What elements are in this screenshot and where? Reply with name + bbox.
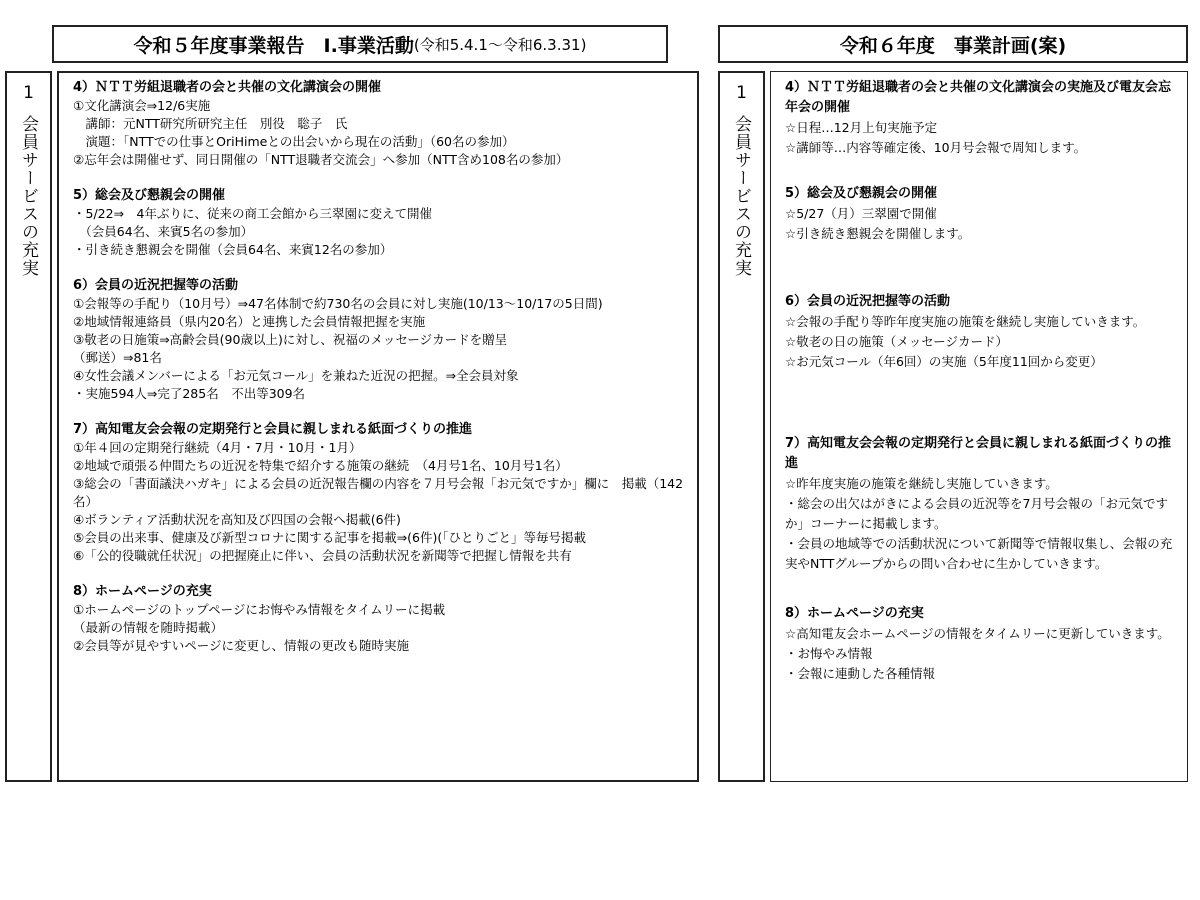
section-title: 5）総会及び懇親会の開催 xyxy=(73,188,226,203)
section-line: ☆お元気コール（年6回）の実施（5年度11回から変更） xyxy=(785,354,1103,369)
section-line: ☆日程…12月上旬実施予定 xyxy=(785,120,938,135)
section-line: ①文化講演会⇒12/6実施 xyxy=(73,98,211,113)
section-line: ⑥「公的役職就任状況」の把握廃止に伴い、会員の活動状況を新聞等で把握し情報を共有 xyxy=(73,548,572,563)
section-line: （郵送）⇒81名 xyxy=(73,350,162,365)
side-text: 会員サービスの充実 xyxy=(18,115,38,277)
section-title: 6）会員の近況把握等の活動 xyxy=(73,278,239,293)
section-line: 講師：元NTT研究所研究主任 別役 聡子 氏 xyxy=(73,116,348,131)
section-line: ②忘年会は開催せず、同日開催の「NTT退職者交流会」へ参加（NTT含め108名の参加） xyxy=(73,152,569,167)
section xyxy=(785,292,1179,372)
section-line: （会員64名、来賓5名の参加） xyxy=(73,224,254,239)
section-line: ☆敬老の日の施策（メッセージカード） xyxy=(785,334,1008,349)
section-title: 4）ＮＴＴ労組退職者の会と共催の文化講演会の実施及び電友会忘年会の開催 xyxy=(785,80,1172,115)
side-text-right: 会員サービスの充実 xyxy=(731,115,751,277)
section-line: ①ホームページのトップページにお悔やみ情報をタイムリーに掲載 xyxy=(73,602,446,617)
right-content xyxy=(770,71,1188,782)
section-title: 5）総会及び懇親会の開催 xyxy=(785,186,938,201)
left-header-title: 令和５年度事業報告 Ⅰ.事業活動 xyxy=(133,34,414,57)
section-line: ③総会の「書面議決ハガキ」による会員の近況報告欄の内容を７月号会報「お元気ですか」欄に 掲載（142名） xyxy=(73,476,684,509)
section-line: ☆会報の手配り等昨年度実施の施策を継続し実施していきます。 xyxy=(785,314,1146,329)
section-line: 演題：「NTTでの仕事とOriHimeとの出会いから現在の活動」（60名の参加） xyxy=(73,134,515,149)
section-line: ・総会の出欠はがきによる会員の近況等を7月号会報の「お元気ですか」コーナーに掲載します。 xyxy=(785,496,1168,531)
section-line: ・5/22⇒ 4年ぶりに、従来の商工会館から三翠園に変えて開催 xyxy=(73,206,432,221)
left-side-label xyxy=(5,71,52,782)
section-line: ②地域情報連絡員（県内20名）と連携した会員情報把握を実施 xyxy=(73,314,426,329)
right-header-title: 令和６年度 事業計画(案) xyxy=(839,34,1067,57)
section xyxy=(73,187,689,259)
right-header xyxy=(718,25,1188,63)
section-title: 8）ホームページの充実 xyxy=(785,606,924,621)
left-content xyxy=(57,71,699,782)
section-title: 6）会員の近況把握等の活動 xyxy=(785,294,951,309)
section xyxy=(785,604,1179,684)
section xyxy=(73,277,689,403)
section xyxy=(785,78,1179,158)
section-title: 4）ＮＴＴ労組退職者の会と共催の文化講演会の開催 xyxy=(73,80,382,95)
section-title: 7）高知電友会会報の定期発行と会員に親しまれる紙面づくりの推進 xyxy=(785,436,1172,471)
section-line: ☆講師等…内容等確定後、10月号会報で周知します。 xyxy=(785,140,1087,155)
side-number: 1 xyxy=(23,83,34,103)
section-line: ④女性会議メンバーによる「お元気コール」を兼ねた近況の把握。⇒全会員対象 xyxy=(73,368,519,383)
section-line: ☆昨年度実施の施策を継続し実施していきます。 xyxy=(785,476,1058,491)
section-line: ☆5/27（月）三翠園で開催 xyxy=(785,206,937,221)
left-header xyxy=(52,25,668,63)
section-line: ②会員等が見やすいページに変更し、情報の更改も随時実施 xyxy=(73,638,409,653)
section-line: ①会報等の手配り（10月号）⇒47名体制で約730名の会員に対し実施(10/13～10/17の5日間) xyxy=(73,296,603,311)
section xyxy=(73,79,689,169)
section xyxy=(73,583,689,655)
section-title: 8）ホームページの充実 xyxy=(73,584,212,599)
section-line: ②地域で頑張る仲間たちの近況を特集で紹介する施策の継続 （4月号1名、10月号1名） xyxy=(73,458,568,473)
section-line: ①年４回の定期発行継続（4月・7月・10月・1月） xyxy=(73,440,362,455)
section-line: ・会報に連動した各種情報 xyxy=(785,666,936,681)
section xyxy=(785,184,1179,244)
section-line: ☆高知電友会ホームページの情報をタイムリーに更新していきます。 xyxy=(785,626,1170,641)
right-side-label xyxy=(718,71,765,782)
section-line: ・引き続き懇親会を開催（会員64名、来賓12名の参加） xyxy=(73,242,393,257)
section xyxy=(73,421,689,565)
section-line: ・お悔やみ情報 xyxy=(785,646,873,661)
section-title: 7）高知電友会会報の定期発行と会員に親しまれる紙面づくりの推進 xyxy=(73,422,473,437)
section-line: ③敬老の日施策⇒高齢会員(90歳以上)に対し、祝福のメッセージカードを贈呈 xyxy=(73,332,508,347)
section-line: ・実施594人⇒完了285名 不出等309名 xyxy=(73,386,306,401)
section xyxy=(785,434,1179,574)
left-header-subtitle: (令和5.4.1～令和6.3.31) xyxy=(413,35,587,54)
section-line: ⑤会員の出来事、健康及び新型コロナに関する記事を掲載⇒(6件)(「ひとりごと」等毎号掲載 xyxy=(73,530,587,545)
section-line: ☆引き続き懇親会を開催します。 xyxy=(785,226,971,241)
section-line: ④ボランティア活動状況を高知及び四国の会報へ掲載(6件) xyxy=(73,512,401,527)
section-line: （最新の情報を随時掲載） xyxy=(73,620,224,635)
side-number-right: 1 xyxy=(736,83,747,103)
section-line: ・会員の地域等での活動状況について新聞等で情報収集し、会報の充実やNTTグループからの問い合わせに生かしていきます。 xyxy=(785,536,1173,571)
